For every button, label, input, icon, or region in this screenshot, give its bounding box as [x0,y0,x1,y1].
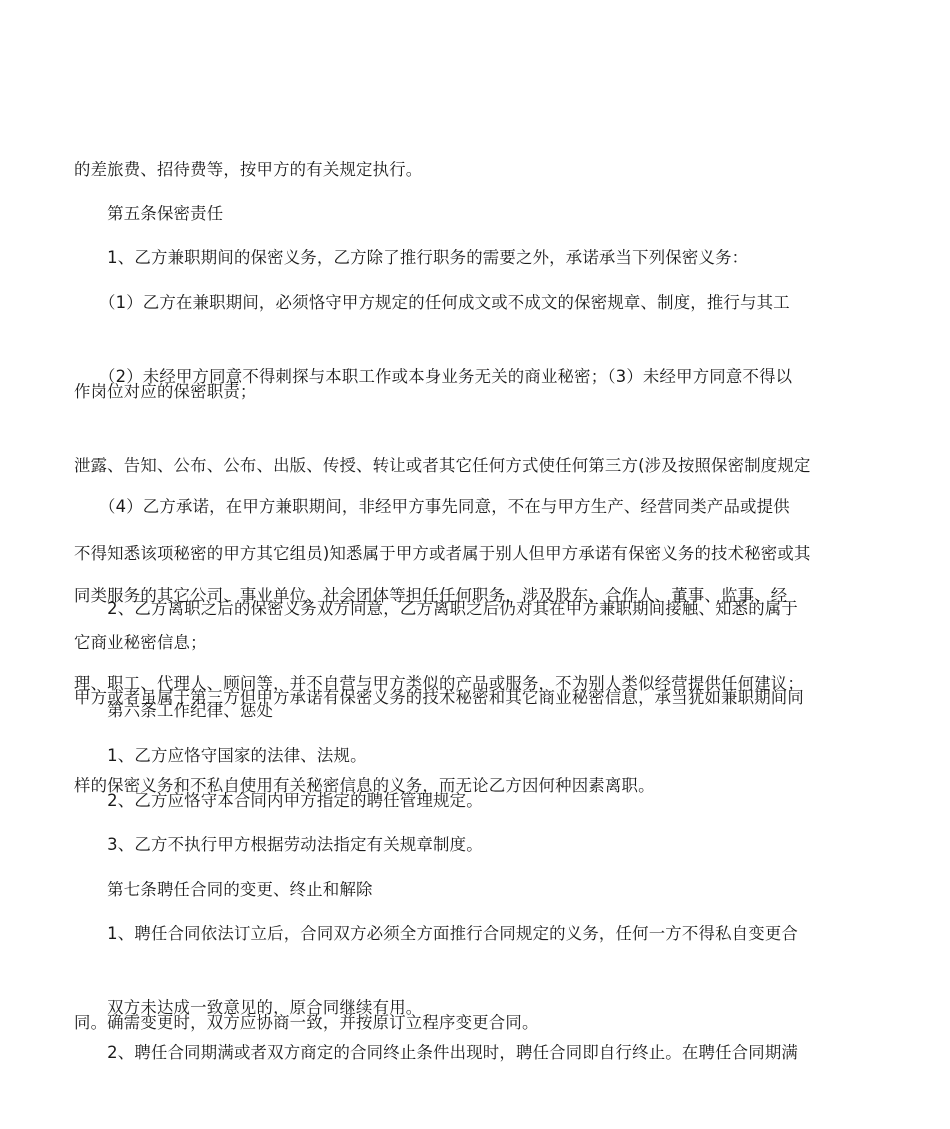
text-line: 甲方或者虽属于第三方但甲方承诺有保密义务的技术秘密和其它商业秘密信息，承当犹如兼职期间同 [74,687,804,707]
text-line: 理、职工、代理人、顾问等，并不自营与甲方类似的产品或服务，不为别人类似经营提供任何建议； [74,674,804,693]
text-line: （1）乙方在兼职期间，必须恪守甲方规定的任何成文或不成文的保密规章、制度，推行与其工 [74,293,790,312]
text-line: 2、乙方应恪守本合同内甲方指定的聘任管理规定。 [74,791,483,810]
text-line: 第五条保密责任 [74,204,224,223]
paragraph-contract-termination-2 [74,979,884,1127]
text-line: 1、乙方兼职期间的保密义务，乙方除了推行职务的需要之外，承诺承当下列保密义务： [74,248,749,267]
text-line: 泄露、告知、公布、公布、出版、传授、转让或者其它任何方式使任何第三方(涉及按照保密制度规定 [74,455,811,475]
text-line: 的差旅费、招待费等，按甲方的有关规定执行。 [74,160,423,179]
text-line: 同。确需变更时，双方应协商一致，并按原订立程序变更合同。 [74,1012,539,1032]
text-line: 2、乙方离职之后的保密义务双方同意，乙方离职之后仍对其在甲方兼职期间接触、知悉的属于 [74,599,799,618]
text-line: 它商业秘密信息； [74,632,207,652]
text-line: 样的保密义务和不私自使用有关秘密信息的义务，而无论乙方因何种因素离职。 [74,776,655,795]
text-line: 双方未达成一致意见的，原合同继续有用。 [74,998,423,1017]
text-line: 第七条聘任合同的变更、终止和解除 [74,880,373,899]
text-line: 1、聘任合同依法订立后，合同双方必须全方面推行合同规定的义务，任何一方不得私自变更合 [74,924,799,943]
text-line: 2、聘任合同期满或者双方商定的合同终止条件出现时，聘任合同即自行终止。在聘任合同期满 [74,1043,799,1062]
text-line: 同类服务的其它公司、事业单位、社会团体等担任任何职务，涉及股东、合作人、董事、监事、经 [74,585,788,605]
text-line: 作岗位对应的保密职责； [74,381,257,401]
text-line: （2）未经甲方同意不得刺探与本职工作或本身业务无关的商业秘密；（3）未经甲方同意不得以 [74,367,793,386]
text-line: 1、乙方应恪守国家的法律、法规。 [74,746,367,765]
text-line: 3、乙方不执行甲方根据劳动法指定有关规章制度。 [74,835,483,854]
text-line: 不得知悉该项秘密的甲方其它组员)知悉属于甲方或者属于别人但甲方承诺有保密义务的技术秘密或其 [74,544,811,563]
text-line: （4）乙方承诺，在甲方兼职期间，非经甲方事先同意，不在与甲方生产、经营同类产品或提供 [74,497,790,516]
text-line: 第六条工作纪律、惩处 [74,701,274,720]
